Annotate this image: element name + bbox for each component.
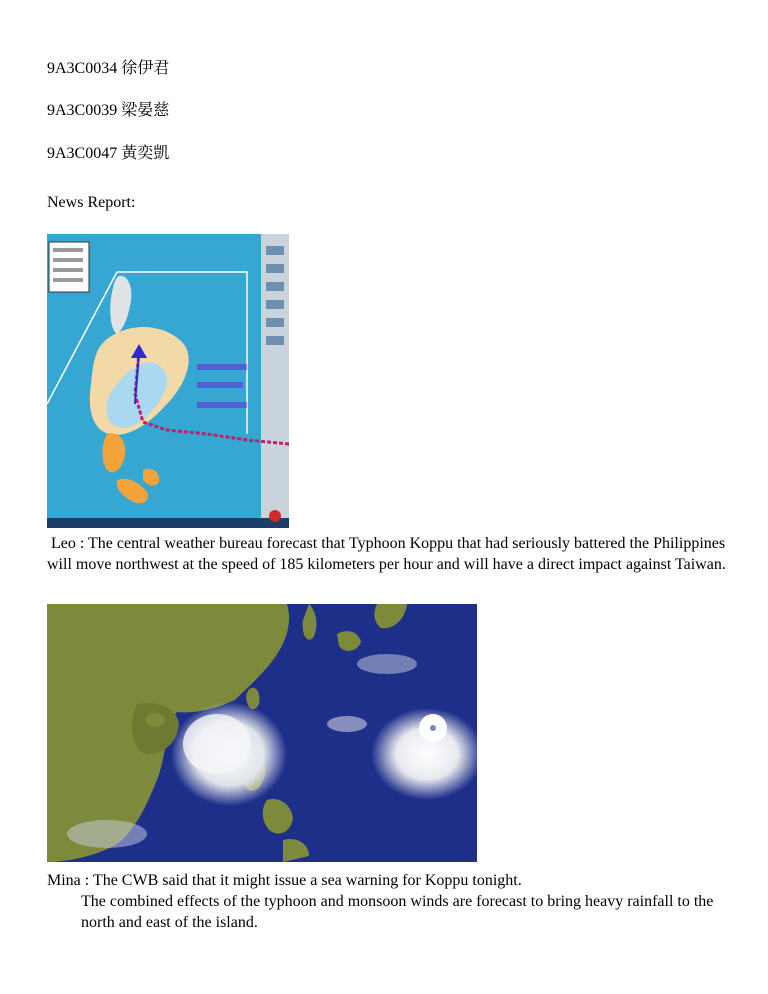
typhoon-forecast-map [47,234,289,528]
author-id: 9A3C0047 [47,145,118,162]
paragraph-mina [47,870,727,933]
mina-first-line: Mina : The CWB said that it might issue a sea warning for Koppu tonight. [47,872,522,889]
author-line-2 [47,97,169,120]
satellite-image [47,604,477,862]
author-id: 9A3C0039 [47,102,118,119]
author-id: 9A3C0034 [47,60,118,77]
author-name: 梁晏慈 [121,102,170,119]
author-name: 黃奕凱 [121,145,170,162]
section-heading: News Report: [47,194,136,211]
author-line-1 [47,55,169,78]
mina-continuation: The combined effects of the typhoon and monsoon winds are forecast to bring heavy rainfall to the north and east of the island. [81,893,714,931]
author-name: 徐伊君 [121,60,170,77]
author-line-3 [47,140,169,163]
paragraph-leo: Leo : The central weather bureau forecast that Typhoon Koppu that had seriously battered the Philippines will move northwest at the speed of 185 kilometers per hour and will have a direct impact against Taiwan. [47,535,730,573]
